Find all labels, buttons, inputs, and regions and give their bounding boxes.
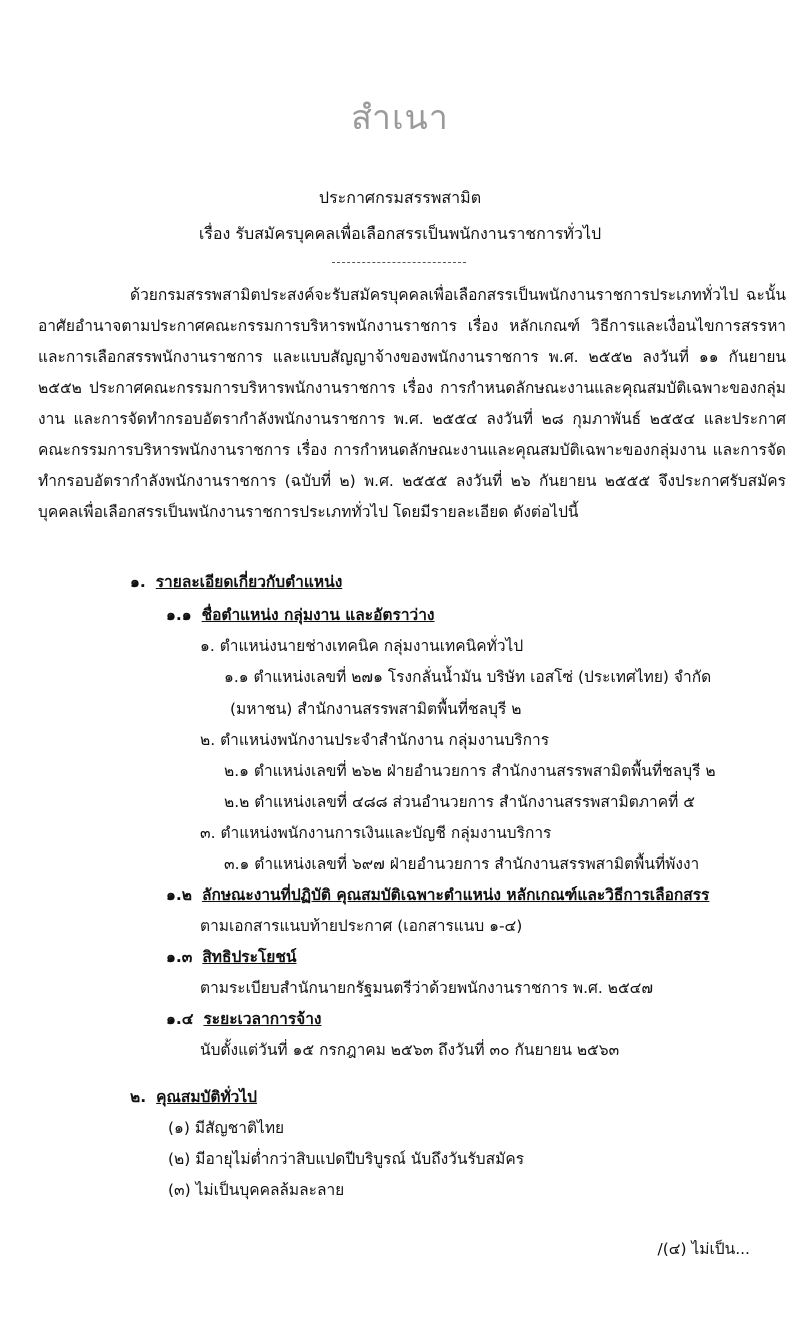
position-2-1: ๒.๑ ตำแหน่งเลขที่ ๒๖๒ ฝ่ายอำนวยการ สำนักงานสรรพสามิตพื้นที่ชลบุรี ๒ [224, 762, 716, 780]
copy-stamp: สำเนา [351, 98, 449, 138]
section-1-4-title: ระยะเวลาการจ้าง [203, 1010, 322, 1028]
intro-paragraph: ด้วยกรมสรรพสามิตประสงค์จะรับสมัครบุคคลเพื่อเลือกสรรเป็นพนักงานราชการประเภททั่วไป ฉะนั้น อาศัยอำนาจตามประกาศคณะกรรมการบริหารพนักงานราชการ เรื่อง หลักเกณฑ์ วิธีการและเงื่อนไขการสรรหาและการเลือกสรรพนักงานราชการ และแบบสัญญาจ้างของพนักงานราชการ พ.ศ. ๒๕๕๒ ลงวันที่ ๑๑ กันยายน ๒๕๕๒ ประกาศคณะกรรมการบริหารพนักงานราชการ เรื่อง การกำหนดลักษณะงานและคุณสมบัติเฉพาะของกลุ่มงาน และการจัดทำกรอบอัตรากำลังพนักงานราชการ พ.ศ. ๒๕๕๔ ลงวันที่ ๒๘ กุมภาพันธ์ ๒๕๕๔ และประกาศคณะกรรมการบริหารพนักงานราชการ เรื่อง การกำหนดลักษณะงานและคุณสมบัติเฉพาะของกลุ่มงาน และการจัดทำกรอบอัตรากำลังพนักงานราชการ (ฉบับที่ ๒) พ.ศ. ๒๕๕๕ ลงวันที่ ๒๖ กันยายน ๒๕๕๕ จึงประกาศรับสมัครบุคคลเพื่อเลือกสรรเป็นพนักงานราชการประเภททั่วไป โดยมีรายละเอียด ดังต่อไปนี้ [38, 286, 786, 521]
section-1-title: รายละเอียดเกี่ยวกับตำแหน่ง [155, 573, 343, 591]
section-2-number: ๒. [130, 1088, 147, 1106]
section-1-3-body: ตามระเบียบสำนักนายกรัฐมนตรีว่าด้วยพนักงานราชการ พ.ศ. ๒๕๔๗ [200, 979, 654, 997]
section-1-heading [130, 570, 342, 594]
section-1-2-number: ๑.๒ [166, 886, 192, 904]
announcement-title: ประกาศกรมสรรพสามิต [318, 188, 482, 207]
announcement-subject: เรื่อง รับสมัครบุคคลเพื่อเลือกสรรเป็นพนักงานราชการทั่วไป [198, 224, 602, 243]
section-1-2-heading [166, 883, 709, 907]
section-2-heading [130, 1085, 257, 1109]
section-1-number: ๑. [130, 573, 146, 591]
section-1-2-body: ตามเอกสารแนบท้ายประกาศ (เอกสารแนบ ๑-๔) [200, 917, 523, 935]
position-2: ๒. ตำแหน่งพนักงานประจำสำนักงาน กลุ่มงานบริการ [200, 731, 550, 749]
section-1-3-number: ๑.๓ [166, 948, 193, 966]
position-1-1-line-2: (มหาชน) สำนักงานสรรพสามิตพื้นที่ชลบุรี ๒ [230, 700, 522, 718]
section-1-2-title: ลักษณะงานที่ปฏิบัติ คุณสมบัติเฉพาะตำแหน่ง หลักเกณฑ์และวิธีการเลือกสรร [201, 886, 710, 904]
qualification-item: (๓) ไม่เป็นบุคคลล้มละลาย [168, 1181, 345, 1199]
title-divider [332, 262, 466, 263]
section-1-4-number: ๑.๔ [166, 1010, 194, 1028]
qualification-item: (๒) มีอายุไม่ต่ำกว่าสิบแปดปีบริบูรณ์ นับถึงวันรับสมัคร [168, 1150, 525, 1168]
qualification-item: (๑) มีสัญชาติไทย [168, 1119, 285, 1137]
section-1-4-body: นับตั้งแต่วันที่ ๑๕ กรกฎาคม ๒๕๖๓ ถึงวันที่ ๓๐ กันยายน ๒๕๖๓ [200, 1041, 620, 1059]
position-3-1: ๓.๑ ตำแหน่งเลขที่ ๖๙๗ ฝ่ายอำนวยการ สำนักงานสรรพสามิตพื้นที่พังงา [224, 855, 700, 873]
section-1-4-heading [166, 1007, 322, 1031]
position-1-1-line-1: ๑.๑ ตำแหน่งเลขที่ ๒๗๑ โรงกลั่นน้ำมัน บริษัท เอสโซ่ (ประเทศไทย) จำกัด [224, 668, 712, 686]
position-3: ๓. ตำแหน่งพนักงานการเงินและบัญชี กลุ่มงานบริการ [200, 824, 552, 842]
position-2-2: ๒.๒ ตำแหน่งเลขที่ ๔๘๘ ส่วนอำนวยการ สำนักงานสรรพสามิตภาคที่ ๕ [224, 793, 695, 811]
section-1-1-number: ๑.๑ [166, 606, 192, 624]
section-2-title: คุณสมบัติทั่วไป [156, 1088, 257, 1106]
position-1: ๑. ตำแหน่งนายช่างเทคนิค กลุ่มงานเทคนิคทั่วไป [200, 637, 524, 655]
section-1-3-heading [166, 945, 296, 969]
section-1-3-title: สิทธิประโยชน์ [202, 948, 297, 966]
continuation-note: /(๔) ไม่เป็น... [657, 1240, 750, 1258]
section-1-1-heading [166, 603, 435, 627]
section-1-1-title: ชื่อตำแหน่ง กลุ่มงาน และอัตราว่าง [201, 606, 435, 624]
